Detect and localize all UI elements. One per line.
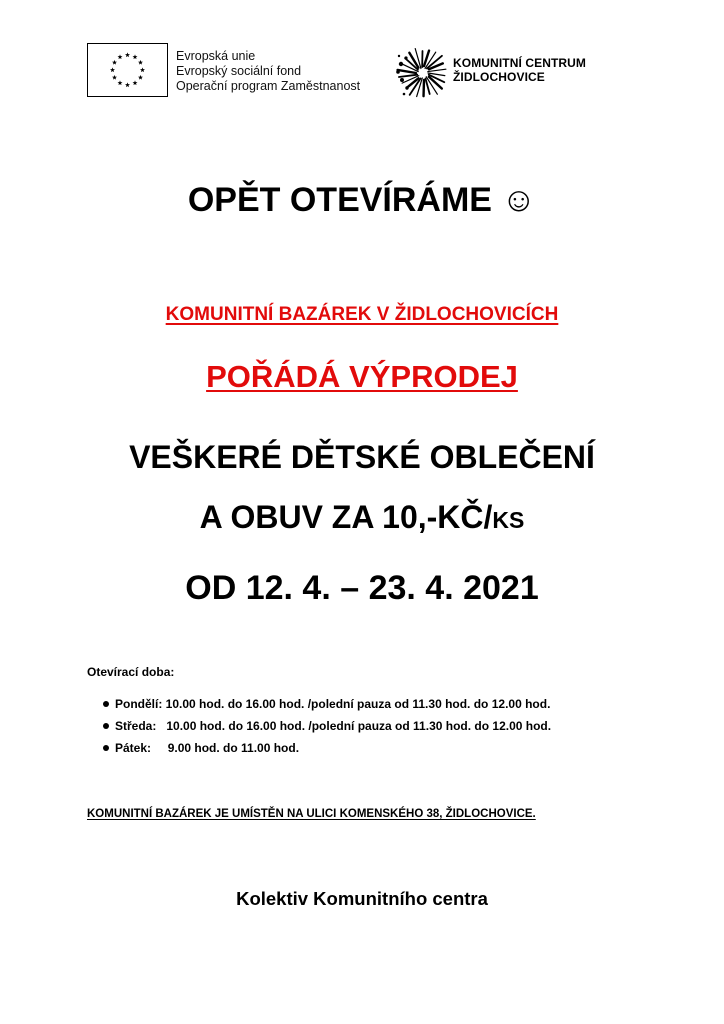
kc-logo-dot: [399, 62, 403, 66]
kc-line-1: KOMUNITNÍ CENTRUM: [453, 56, 587, 70]
opening-hours-label: Otevírací doba:: [87, 665, 175, 679]
sale-dates: OD 12. 4. – 23. 4. 2021: [185, 569, 539, 607]
eu-stars-icon: [88, 44, 167, 96]
eu-star-icon: [138, 75, 143, 80]
opening-hours-text: Středa: 10.00 hod. do 16.00 hod. /polední pauza od 11.30 hod. do 12.00 hod.: [115, 719, 552, 733]
kc-logo-dot: [404, 56, 407, 59]
kc-logo-ray: [399, 75, 417, 77]
eu-line-3: Operační program Zaměstnanost: [176, 79, 361, 93]
kc-logo-dot: [396, 70, 400, 74]
eu-star-icon: [112, 75, 117, 80]
opening-hours-item: [115, 696, 551, 718]
eu-star-icon: [125, 52, 130, 57]
bazaar-headline: [0, 358, 724, 396]
komunitni-centrum-logo-icon: [395, 44, 451, 100]
eu-star-icon: [133, 54, 138, 59]
eu-funding-text: [176, 49, 376, 94]
eu-star-icon: [118, 80, 123, 85]
eu-star-icon: [133, 80, 138, 85]
eu-flag-logo: [87, 43, 168, 97]
bullet-icon: [103, 701, 109, 707]
main-title: [0, 180, 724, 220]
offer-line-2-unit: KS: [492, 507, 525, 533]
bullet-icon: [103, 745, 109, 751]
opening-hours-item: [115, 740, 551, 762]
kc-logo-ray: [398, 70, 416, 73]
eu-star-icon: [118, 54, 123, 59]
opening-hours-text: Pondělí: 10.00 hod. do 16.00 hod. /polední pauza od 11.30 hod. do 12.00 hod.: [115, 697, 551, 711]
kc-logo-dot: [405, 86, 408, 89]
opening-hours-list: [115, 696, 551, 762]
bazaar-address: KOMUNITNÍ BAZÁREK JE UMÍSTĚN NA ULICI KOMENSKÉHO 38, ŽIDLOCHOVICE.: [87, 808, 536, 820]
eu-star-icon: [125, 82, 130, 87]
eu-star-icon: [110, 67, 115, 72]
offer-line-2-main: A OBUV ZA 10,-KČ/: [199, 499, 493, 535]
eu-star-icon: [138, 60, 143, 65]
bazaar-subtitle: [0, 303, 724, 327]
kc-logo-dot: [403, 93, 406, 96]
main-title-text: OPĚT OTEVÍRÁME: [187, 181, 492, 219]
eu-line-1: Evropská unie: [176, 49, 256, 63]
signature: Kolektiv Komunitního centra: [236, 888, 488, 909]
eu-star-icon: [112, 60, 117, 65]
kc-line-2: ŽIDLOCHOVICE: [453, 70, 545, 84]
eu-star-icon: [140, 67, 145, 72]
bazaar-subtitle-text: KOMUNITNÍ BAZÁREK V ŽIDLOCHOVICÍCH: [165, 304, 559, 325]
offer-line-2: [0, 497, 724, 540]
eu-line-2: Evropský sociální fond: [176, 64, 302, 78]
opening-hours-text: Pátek: 9.00 hod. do 11.00 hod.: [115, 741, 300, 755]
komunitni-centrum-name: [453, 56, 586, 84]
bullet-icon: [103, 723, 109, 729]
bazaar-headline-text: POŘÁDÁ VÝPRODEJ: [206, 359, 518, 394]
opening-hours-item: [115, 718, 551, 740]
kc-logo-dot: [398, 55, 400, 57]
offer-line-1: VEŠKERÉ DĚTSKÉ OBLEČENÍ: [129, 439, 595, 475]
smiley-icon: ☺: [501, 181, 537, 219]
kc-logo-dot: [400, 78, 404, 82]
